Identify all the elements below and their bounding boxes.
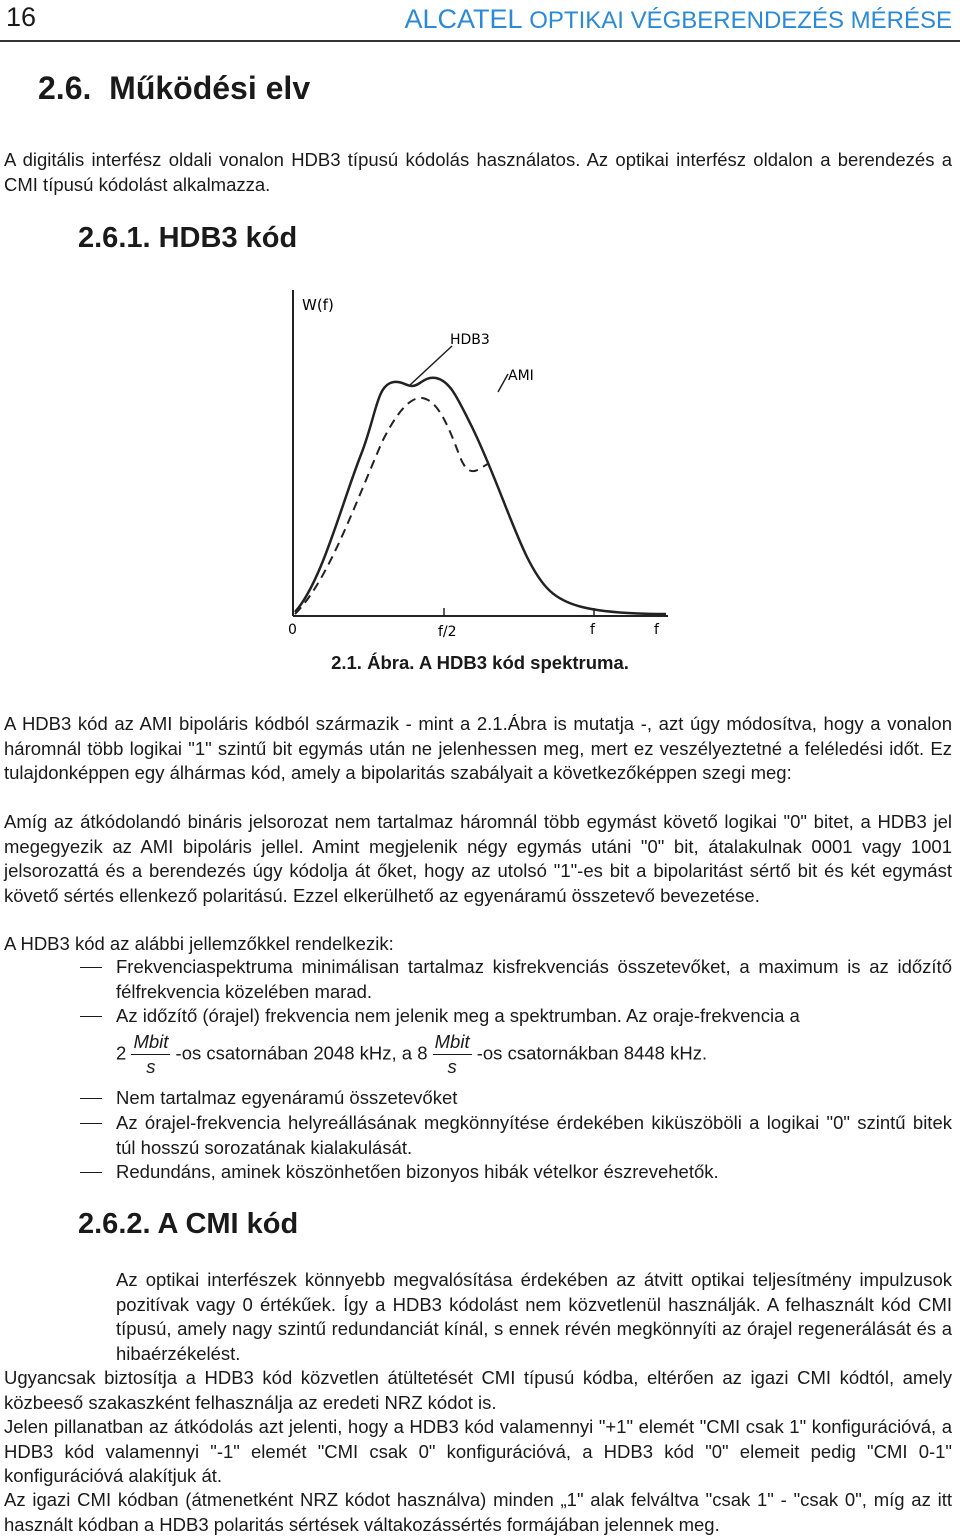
bullet-dash bbox=[80, 1123, 102, 1124]
rate-text-end: -os csatornákban 8448 kHz. bbox=[476, 1042, 708, 1064]
spectrum-plot bbox=[282, 282, 674, 642]
bullet-dash bbox=[80, 1172, 102, 1173]
bullet-dash bbox=[80, 1016, 102, 1017]
x-tick-label-zero: 0 bbox=[288, 622, 297, 638]
y-axis-label: W(f) bbox=[302, 296, 334, 314]
subsection-heading-hdb3: 2.6.1. HDB3 kód bbox=[78, 222, 298, 254]
x-tick-label-half: f/2 bbox=[438, 624, 457, 640]
bullet-clock: Az időzítő (órajel) frekvencia nem jelenik meg a spektrumban. Az oraje-frekvencia a bbox=[116, 1005, 800, 1026]
ami-pointer bbox=[498, 374, 508, 392]
bullet-dash bbox=[80, 967, 102, 968]
figure-caption: 2.1. Ábra. A HDB3 kód spektruma. bbox=[331, 652, 629, 673]
rate-value-2: 2 bbox=[116, 1042, 127, 1064]
ami-curve bbox=[295, 398, 488, 614]
paragraph-cmi-conversion: Ugyancsak biztosítja a HDB3 kód közvetlen átültetését CMI típusú kódba, eltérően az igazi CMI kódtól, amely közbeeső szakaszként felhasználja az eredeti NRZ kódot is. bbox=[4, 1367, 952, 1413]
rate-text-mid: -os csatornában 2048 kHz, a 8 bbox=[175, 1042, 428, 1064]
bullet-clock-rates bbox=[116, 1030, 707, 1079]
hdb3-label: HDB3 bbox=[450, 332, 490, 348]
running-header bbox=[405, 4, 952, 35]
bullet-dash bbox=[80, 1098, 102, 1099]
x-tick-label-f: f bbox=[590, 622, 595, 638]
hdb3-pointer bbox=[410, 346, 452, 385]
header-divider bbox=[0, 40, 960, 42]
paragraph-hdb3-rule: Amíg az átkódolandó bináris jelsorozat nem tartalmaz háromnál több egymást követő logikai "0" bitet, a HDB3 jel megegyezik az AMI bipoláris jellel. Amint megjelenik négy egymás utáni "0" bit, átalakulnak 0001 vagy 1001 jelsorozattá és a berendezés úgy kódolja át őket, hogy az utolsó "1"-es bit a bipolaritást sértő bit és két egymást követő sértés ellenkező polaritású. Ezzel elkerülhető az egyenáramú összetevő bevezetése. bbox=[4, 811, 952, 906]
ami-label: AMI bbox=[508, 368, 534, 384]
paragraph-cmi-mapping: Jelen pillanatban az átkódolás azt jelenti, hogy a HDB3 kód valamennyi "+1" elemét "CMI csak 1" konfigurációvá, a HDB3 kód valamennyi "-1" elemét "CMI csak 0" konfigurációvá, a HDB3 kód "0" elemeit pedig "CMI 0-1" konfigurációvá alakítjuk át. bbox=[4, 1416, 952, 1486]
unit-fraction bbox=[433, 1030, 472, 1079]
paragraph-cmi-true: Az igazi CMI kódban (átmenetként NRZ kódot használva) minden „1" alak felváltva "csak 1" - "csak 0", míg az itt használt kódban a HDB3 polaritás sértések váltakozássértés formájában jelennek meg. bbox=[4, 1489, 952, 1535]
paragraph-cmi-intro: Az optikai interfészek könnyebb megvalósítása érdekében az átvitt optikai teljesítmény impulzusok pozitívak vagy 0 értékűek. Így a HDB3 kódolást nem közvetlenül használják. A felhasznált kód CMI típusú, amely nagy szintű redundanciát kínál, s ennek révén megkönnyíti az órajel regenerálását és a hibaérzékelést. bbox=[116, 1269, 952, 1364]
unit-fraction bbox=[131, 1030, 170, 1079]
subsection-heading-cmi: 2.6.2. A CMI kód bbox=[78, 1208, 299, 1240]
unit-numerator: Mbit bbox=[433, 1030, 472, 1055]
hdb3-curve bbox=[295, 378, 666, 614]
bullet-redundancy: Redundáns, aminek köszönhetően bizonyos hibák vételkor észrevehetők. bbox=[116, 1161, 719, 1182]
page-number: 16 bbox=[6, 2, 37, 32]
bullet-clock-recovery: Az órajel-frekvencia helyreállásának megkönnyítése érdekében kiküszöböli a logikai "0" szintű bitek túl hosszú sorozatának kialakulását. bbox=[116, 1112, 952, 1158]
section-heading: 2.6. Működési elv bbox=[38, 70, 311, 106]
running-header-subtitle: OPTIKAI VÉGBERENDEZÉS MÉRÉSE bbox=[529, 7, 952, 34]
bullet-no-dc: Nem tartalmaz egyenáramú összetevőket bbox=[116, 1087, 458, 1108]
unit-denominator: s bbox=[447, 1056, 457, 1077]
unit-numerator: Mbit bbox=[131, 1030, 170, 1055]
bullet-spectrum: Frekvenciaspektruma minimálisan tartalmaz kisfrekvenciás összetevőket, a maximum is az időzítő félfrekvencia közelében marad. bbox=[116, 956, 952, 1002]
intro-paragraph: A digitális interfész oldali vonalon HDB3 típusú kódolás használatos. Az optikai interfész oldalon a berendezés a CMI típusú kódolást alkalmazza. bbox=[4, 149, 952, 195]
running-header-brand: ALCATEL bbox=[404, 4, 523, 34]
x-axis-end-label-f: f bbox=[654, 622, 659, 638]
unit-denominator: s bbox=[146, 1056, 156, 1077]
paragraph-hdb3-features-intro: A HDB3 kód az alábbi jellemzőkkel rendelkezik: bbox=[4, 933, 394, 954]
spectrum-figure bbox=[282, 282, 674, 642]
paragraph-hdb3-origin: A HDB3 kód az AMI bipoláris kódból származik - mint a 2.1.Ábra is mutatja -, azt úgy módosítva, hogy a vonalon háromnál több logikai "1" szintű bit egymás után ne jelenhessen meg, mert ez veszélyeztetné a feléledési időt. Ez tulajdonképpen egy álhármas kód, amely a bipolaritás szabályait a következőképpen szegi meg: bbox=[4, 713, 952, 783]
